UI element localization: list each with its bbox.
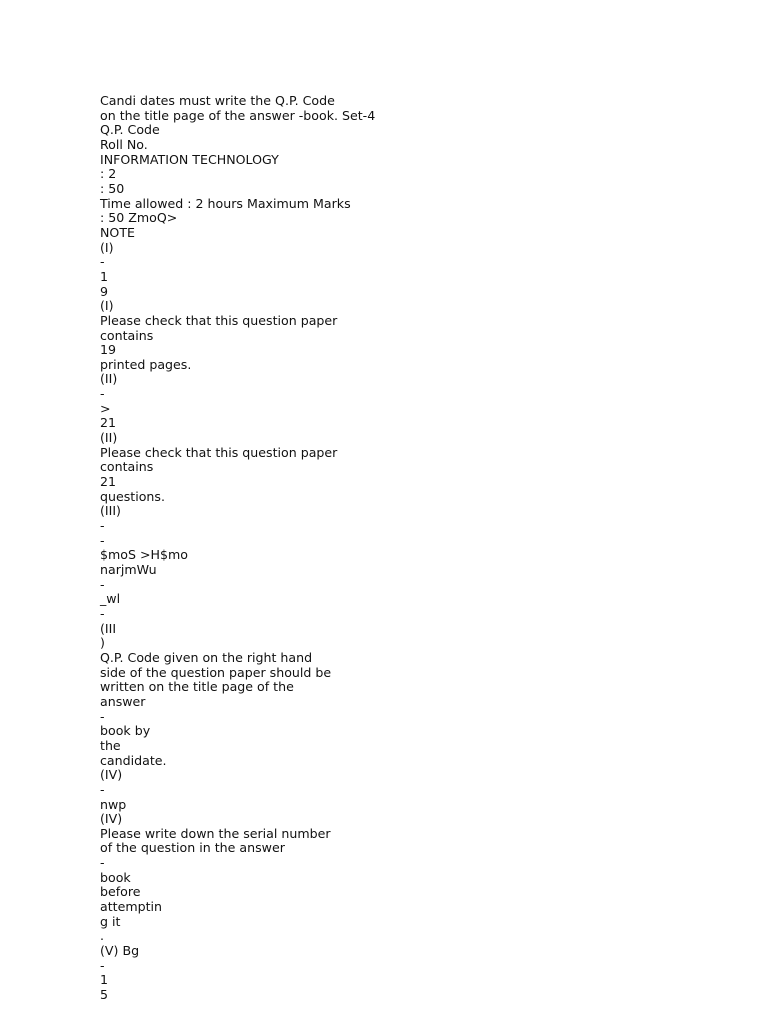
text-line: Candi dates must write the Q.P. Code [100, 93, 335, 108]
text-line: contains [100, 459, 154, 475]
text-line: : 50 ZmoQ> [100, 210, 178, 226]
text-line: Time allowed : 2 hours Maximum Marks [100, 195, 351, 211]
text-line: book by [100, 723, 151, 739]
text-line: answer [100, 693, 146, 709]
text-line: 1 [100, 268, 109, 284]
text-line: (V) Bg [100, 943, 140, 959]
text-line: before [100, 884, 141, 900]
text-line: - [100, 532, 105, 548]
text-line: ) [100, 635, 105, 651]
text-line: book [100, 869, 131, 885]
text-line: Q.P. Code [100, 122, 160, 138]
text-line: attemptin [100, 899, 163, 915]
text-line: candidate. [100, 752, 167, 768]
text-line: (II) [100, 430, 118, 446]
text-line: Please check that this question paper [100, 444, 338, 460]
text-line: - [100, 781, 105, 797]
text-line: 21 [100, 415, 117, 431]
text-line: questions. [100, 488, 165, 504]
text-line: nwp [100, 796, 127, 812]
text-line: 19 [100, 342, 117, 358]
text-line: - [100, 518, 105, 534]
text-line: - [100, 386, 105, 402]
text-line: g it [100, 913, 121, 929]
text-line: > [100, 400, 111, 416]
text-line: - [100, 708, 105, 724]
text-line: - [100, 576, 105, 592]
text-line: - [100, 855, 105, 871]
text-line: _wl [100, 591, 121, 607]
text-line: Roll No. [100, 136, 148, 152]
text-line: printed pages. [100, 356, 192, 372]
text-line: Please check that this question paper [100, 312, 338, 328]
text-line: on the title page of the answer -book. Set-4 [100, 107, 376, 123]
text-line: 21 [100, 474, 117, 490]
text-line: of the question in the answer [100, 840, 285, 856]
text-line: 1 [100, 972, 109, 988]
text-line: (III [100, 620, 117, 636]
text-line: (II) [100, 371, 118, 387]
text-line: (IV) [100, 811, 123, 827]
text-line: 9 [100, 283, 109, 299]
text-line: (III) [100, 503, 121, 519]
text-line: NOTE [100, 224, 135, 240]
text-line: - [100, 254, 105, 270]
text-line: : 50 [100, 180, 125, 196]
text-line: Q.P. Code given on the right hand [100, 649, 313, 665]
text-line: side of the question paper should be [100, 664, 332, 680]
text-line: INFORMATION TECHNOLOGY [100, 151, 279, 167]
text-line: the [100, 737, 121, 753]
text-line: : 2 [100, 166, 117, 182]
document-text-block [100, 94, 700, 1003]
text-line: Please write down the serial number [100, 825, 331, 841]
text-line: (I) [100, 239, 114, 255]
text-line: (I) [100, 298, 114, 314]
text-line: - [100, 605, 105, 621]
text-line: - [100, 957, 105, 973]
text-line: written on the title page of the [100, 679, 294, 695]
text-line: 5 [100, 987, 109, 1003]
text-line: $moS >H$mo [100, 547, 188, 563]
text-line: contains [100, 327, 154, 343]
text-line: (IV) [100, 767, 123, 783]
text-line: . [100, 928, 105, 944]
text-line: narjmWu [100, 562, 157, 577]
